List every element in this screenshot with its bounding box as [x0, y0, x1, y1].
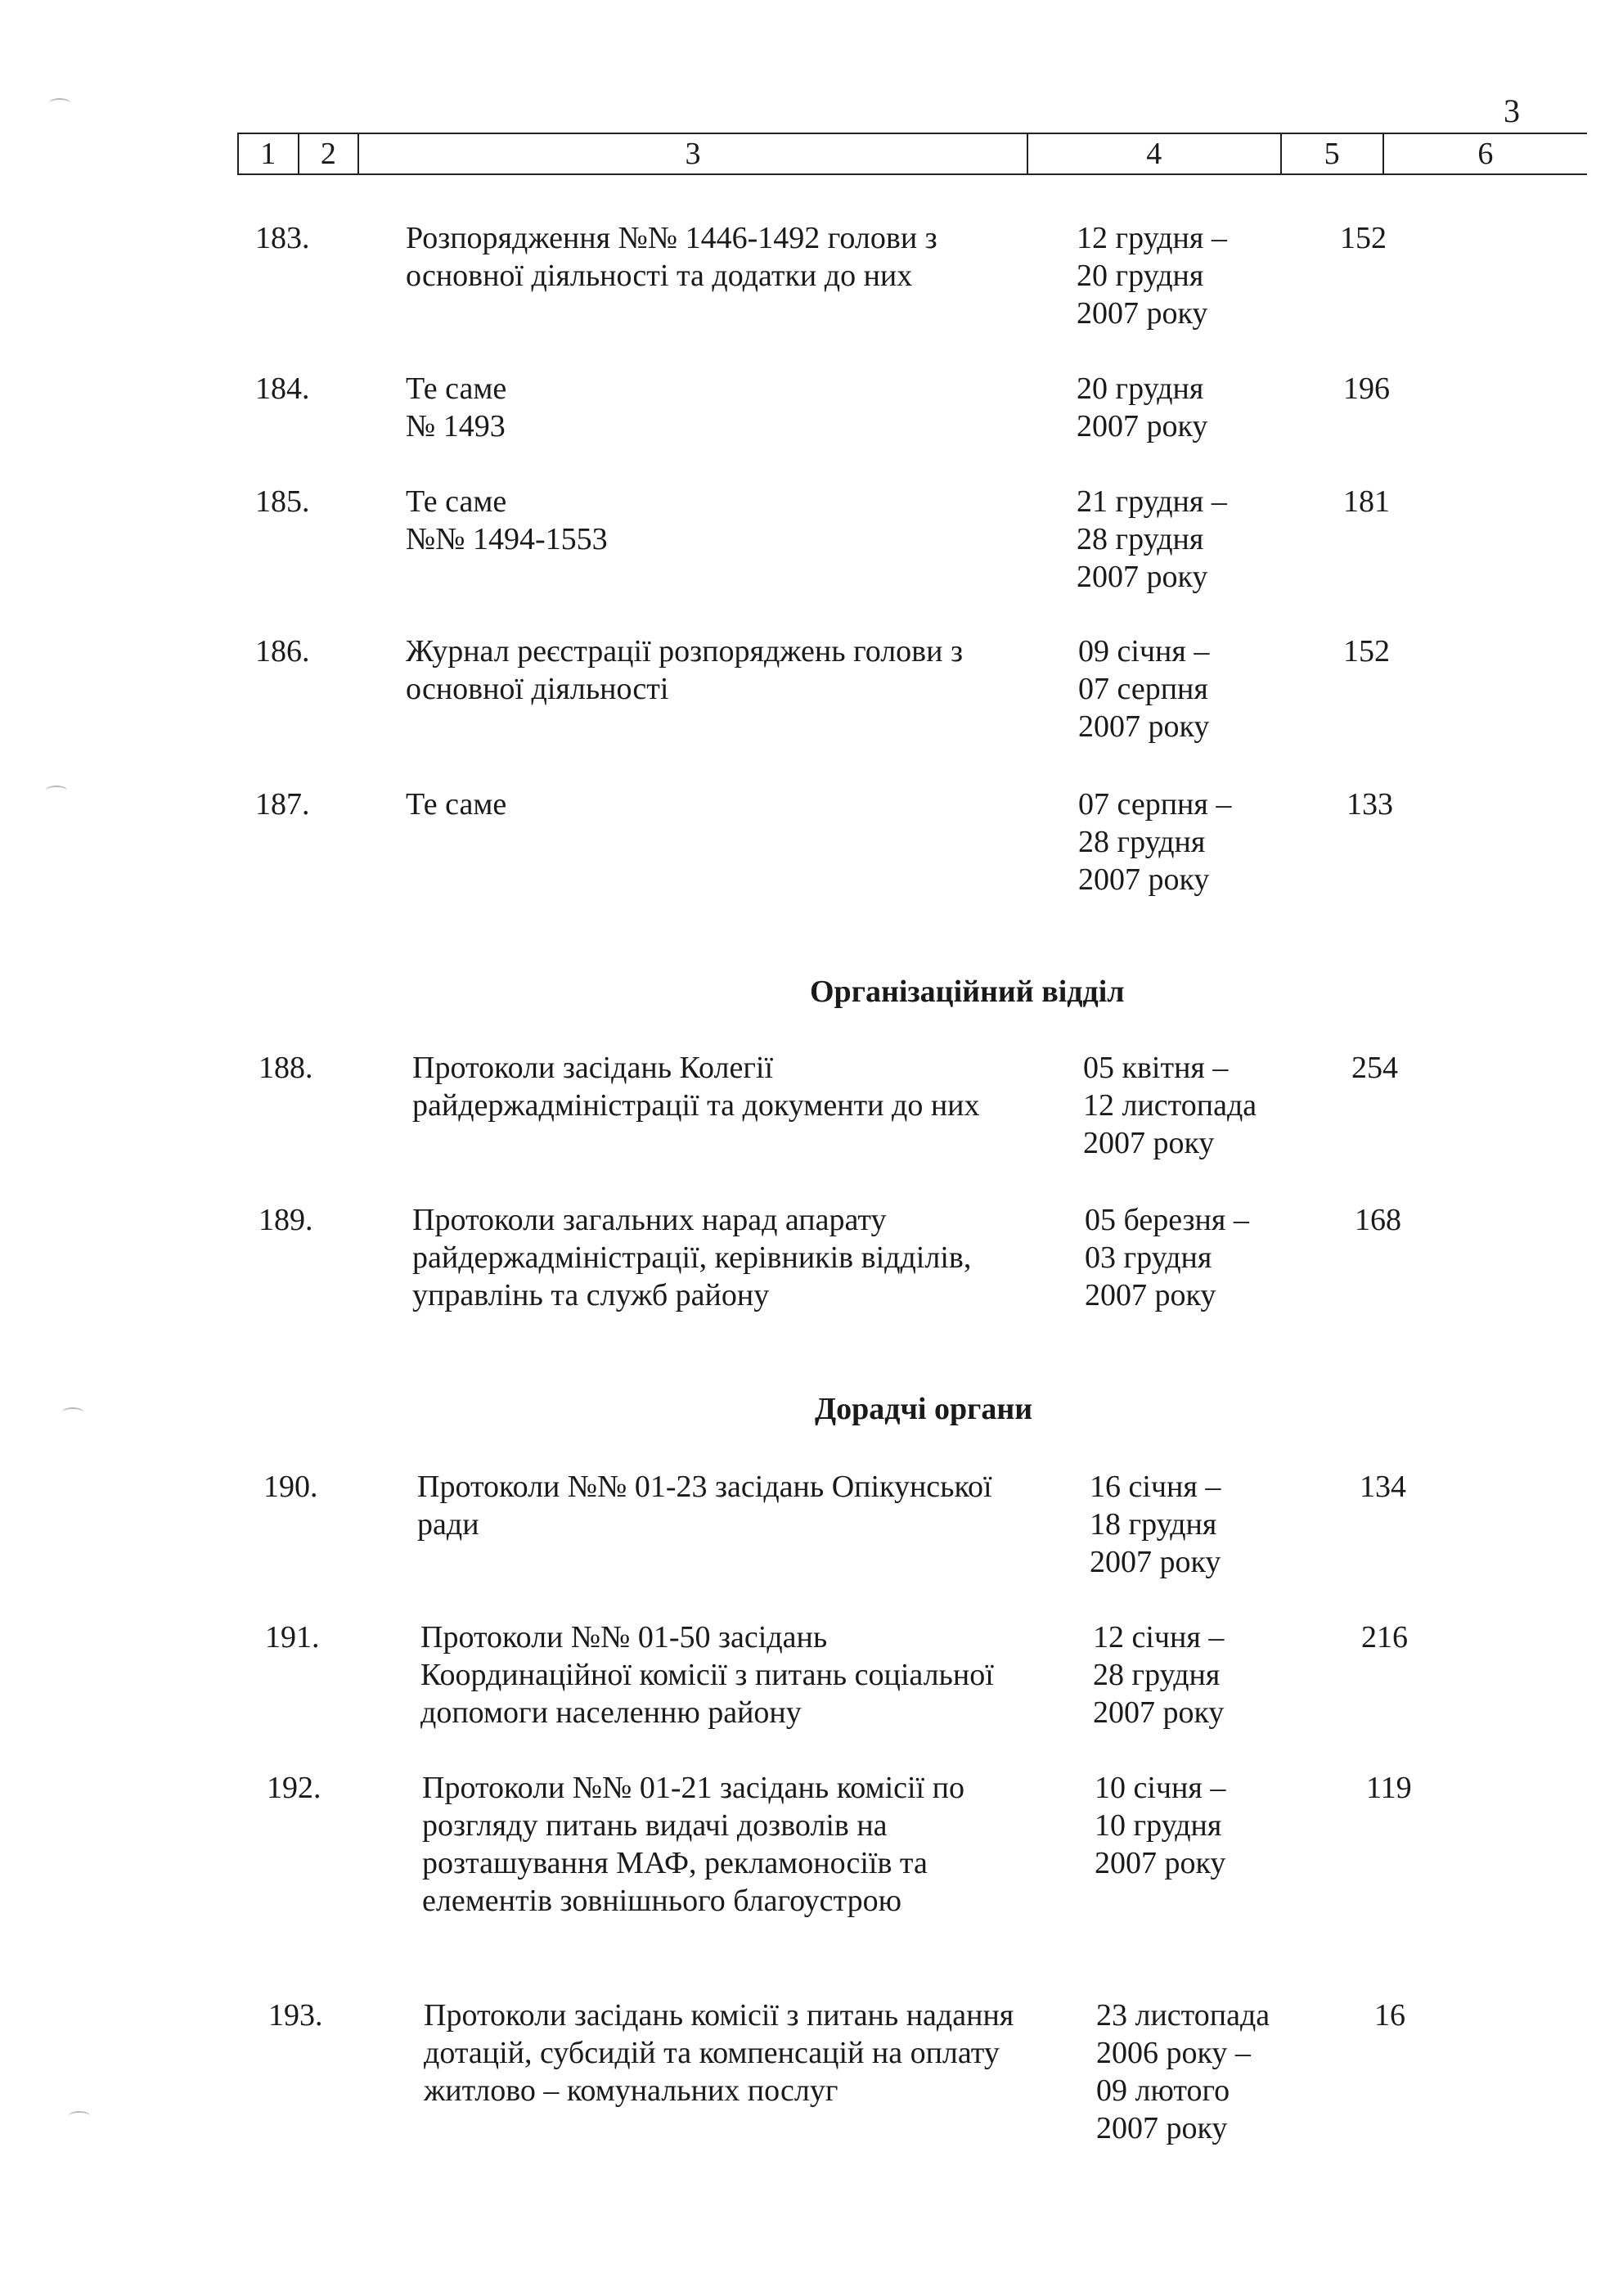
entry-number: 187.: [255, 787, 310, 822]
entry-date-line: 12 січня –: [1093, 1620, 1225, 1654]
entry-number: 186.: [255, 634, 310, 669]
entry-dates: [1077, 219, 1227, 332]
entry-title: [406, 633, 963, 708]
entry-dates: [1093, 1618, 1224, 1731]
entry-date-line: 2007 року: [1085, 1278, 1216, 1312]
entry-date-line: 10 грудня: [1095, 1808, 1222, 1843]
entry-date-line: 2007 року: [1083, 1126, 1215, 1160]
entry-title: [420, 1618, 994, 1731]
entry-date-line: 2007 року: [1090, 1545, 1221, 1579]
entry-date-line: 03 грудня: [1085, 1240, 1212, 1275]
entry-number: 188.: [259, 1051, 313, 1085]
entry-title-line: райдержадміністрації, керівників відділів,: [412, 1240, 972, 1275]
entry-date-line: 2007 року: [1077, 409, 1208, 443]
entry-title-line: Протоколи №№ 01-21 засідань комісії по: [422, 1771, 964, 1805]
entry-title-line: Те саме: [406, 371, 507, 406]
entry-count: 168: [1355, 1203, 1401, 1237]
entry-dates: [1078, 633, 1209, 745]
entry-title: [412, 1201, 971, 1314]
entry-date-line: 20 грудня: [1077, 371, 1204, 406]
entry-title-line: Те саме: [406, 787, 507, 822]
entry-title: [412, 1049, 980, 1124]
entry-dates: [1095, 1769, 1225, 1882]
entry-number: 190.: [263, 1470, 318, 1504]
page-number: 3: [1504, 92, 1520, 129]
entry-title-line: ради: [417, 1507, 479, 1542]
entry-number: 183.: [255, 221, 310, 255]
column-header-4: 4: [1027, 133, 1281, 174]
entry-date-line: 28 грудня: [1077, 522, 1204, 556]
entry-count: 254: [1351, 1051, 1398, 1085]
entry-date-line: 07 серпня: [1078, 672, 1208, 706]
entry-title: [406, 370, 506, 445]
entry-date-line: 28 грудня: [1078, 825, 1206, 859]
entry-number: 185.: [255, 484, 310, 519]
entry-number: 184.: [255, 371, 310, 406]
entry-date-line: 10 січня –: [1095, 1771, 1226, 1805]
entry-dates: [1083, 1049, 1257, 1162]
entry-title-line: елементів зовнішнього благоустрою: [422, 1884, 901, 1918]
entry-date-line: 2007 року: [1078, 709, 1210, 744]
entry-date-line: 09 лютого: [1096, 2073, 1230, 2108]
entry-number: 189.: [259, 1203, 313, 1237]
column-header-6: 6: [1383, 133, 1587, 174]
entry-title-line: Те саме: [406, 484, 507, 519]
entry-date-line: 21 грудня –: [1077, 484, 1227, 519]
entry-title-line: основної діяльності та додатки до них: [406, 259, 913, 293]
entry-title: [422, 1769, 964, 1920]
column-header-2: 2: [299, 133, 359, 174]
entry-title-line: управлінь та служб району: [412, 1278, 770, 1312]
entry-date-line: 07 серпня –: [1078, 787, 1232, 822]
entry-date-line: 2006 року –: [1096, 2036, 1251, 2070]
entry-title-line: розташування МАФ, рекламоносіїв та: [422, 1846, 928, 1880]
entry-title-line: райдержадміністрації та документи до них: [412, 1088, 980, 1123]
entry-title-line: житлово – комунальних послуг: [424, 2073, 838, 2108]
entry-title-line: Протоколи засідань комісії з питань надання: [424, 1998, 1014, 2033]
entry-count: 133: [1347, 787, 1393, 822]
entry-date-line: 12 грудня –: [1077, 221, 1227, 255]
scan-mark: [62, 1407, 83, 1417]
entry-number: 191.: [265, 1620, 320, 1654]
entry-title-line: Журнал реєстрації розпоряджень голови з: [406, 634, 963, 669]
entry-number: 193.: [268, 1998, 323, 2033]
entry-title: [406, 219, 937, 295]
entry-title-line: Протоколи загальних нарад апарату: [412, 1203, 887, 1237]
entry-count: 152: [1340, 221, 1387, 255]
entry-dates: [1090, 1468, 1221, 1581]
column-header-1: 1: [238, 133, 299, 174]
entry-title: [424, 1997, 1014, 2109]
entry-date-line: 2007 року: [1077, 296, 1208, 331]
entry-title-line: Координаційної комісії з питань соціальної: [420, 1658, 994, 1692]
entry-title: [406, 786, 506, 823]
entry-dates: [1078, 786, 1231, 898]
column-header-5: 5: [1281, 133, 1383, 174]
entry-title-line: Протоколи засідань Колегії: [412, 1051, 774, 1085]
entry-title-line: № 1493: [406, 409, 506, 443]
entry-date-line: 2007 року: [1096, 2111, 1228, 2145]
section-heading: Організаційний відділ: [810, 975, 1125, 1009]
entry-title-line: основної діяльності: [406, 672, 669, 706]
column-header-3: 3: [358, 133, 1027, 174]
entry-date-line: 16 січня –: [1090, 1470, 1221, 1504]
entry-count: 181: [1343, 484, 1390, 519]
entry-dates: [1085, 1201, 1249, 1314]
section-heading: Дорадчі органи: [815, 1392, 1033, 1426]
entry-date-line: 2007 року: [1093, 1695, 1225, 1730]
entry-title: [406, 483, 608, 558]
scan-mark: [46, 786, 67, 795]
entry-date-line: 28 грудня: [1093, 1658, 1221, 1692]
entry-date-line: 2007 року: [1077, 560, 1208, 594]
entry-date-line: 05 квітня –: [1083, 1051, 1229, 1085]
entry-title-line: допомоги населенню району: [420, 1695, 802, 1730]
entry-dates: [1077, 370, 1207, 445]
scan-mark: [49, 98, 70, 108]
entry-date-line: 12 листопада: [1083, 1088, 1257, 1123]
entry-dates: [1096, 1997, 1270, 2147]
entry-date-line: 09 січня –: [1078, 634, 1210, 669]
entry-number: 192.: [267, 1771, 321, 1805]
entry-count: 216: [1361, 1620, 1408, 1654]
entry-title-line: розгляду питань видачі дозволів на: [422, 1808, 888, 1843]
entry-count: 152: [1343, 634, 1390, 669]
entry-date-line: 23 листопада: [1096, 1998, 1270, 2033]
entry-title-line: Протоколи №№ 01-23 засідань Опікунської: [417, 1470, 992, 1504]
entry-title-line: Протоколи №№ 01-50 засідань: [420, 1620, 828, 1654]
entry-count: 119: [1366, 1771, 1412, 1805]
entry-count: 16: [1374, 1998, 1405, 2033]
entry-count: 196: [1343, 371, 1390, 406]
entry-date-line: 2007 року: [1095, 1846, 1226, 1880]
entry-title-line: Розпорядження №№ 1446-1492 голови з: [406, 221, 937, 255]
scan-mark: [69, 2111, 90, 2121]
entry-dates: [1077, 483, 1227, 596]
entry-date-line: 05 березня –: [1085, 1203, 1249, 1237]
column-header-table: [237, 133, 1587, 175]
entry-date-line: 20 грудня: [1077, 259, 1204, 293]
entry-date-line: 18 грудня: [1090, 1507, 1217, 1542]
entry-title-line: №№ 1494-1553: [406, 522, 608, 556]
entry-title: [417, 1468, 992, 1543]
entry-count: 134: [1360, 1470, 1406, 1504]
entry-date-line: 2007 року: [1078, 862, 1210, 897]
entry-title-line: дотацій, субсидій та компенсацій на оплату: [424, 2036, 1000, 2070]
